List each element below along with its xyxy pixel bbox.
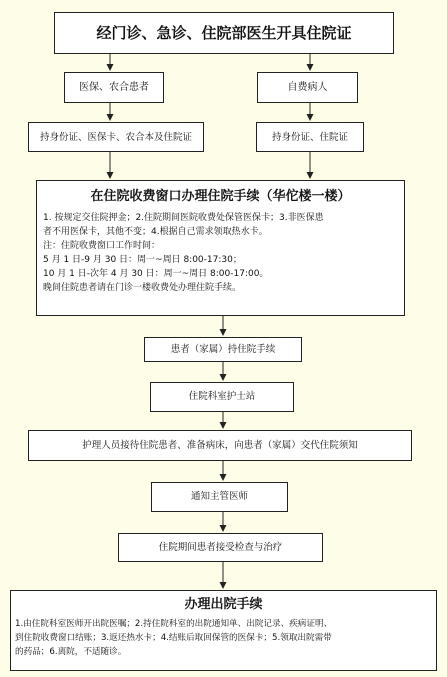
start-title: 经门诊、急诊、住院部医生开具住院证 xyxy=(96,24,352,42)
step-notify-physician xyxy=(151,482,288,512)
admission-heading: 在住院收费窗口办理住院手续（华佗楼一楼） xyxy=(90,189,351,204)
self-pay-docs-label: 持身份证、住院证 xyxy=(271,132,348,143)
insured-patient-label: 医保、农合患者 xyxy=(79,82,149,93)
step-nurse-reception xyxy=(28,430,412,461)
admission-line: 晚间住院患者请在门诊一楼收费处办理住院手续。 xyxy=(43,283,242,293)
discharge-heading: 办理出院手续 xyxy=(184,597,263,612)
discharge-line: 到住院收费窗口结账；3.返还热水卡；4.结账后取回保管的医保卡；5.领取出院需带 xyxy=(15,633,332,643)
insured-docs-box xyxy=(28,122,204,152)
admission-box xyxy=(36,180,405,316)
discharge-line: 1.由住院科室医师开出院医嘱；2.持住院科室的出院通知单、出院记录、疾病证明、 xyxy=(15,619,333,629)
discharge-line: 的药品；6.离院，不适随诊。 xyxy=(15,647,127,657)
discharge-box xyxy=(10,590,437,671)
step-label: 患者（家属）持住院手续 xyxy=(170,344,276,355)
admission-line: 5 月 1 日-9 月 30 日：周一~周日 8:00-17:30； xyxy=(43,255,242,265)
step-label: 住院期间患者接受检查与治疗 xyxy=(158,542,283,553)
admission-line: 10 月 1 日-次年 4 月 30 日：周一~周日 8:00-17:00。 xyxy=(43,269,269,279)
step-hold-procedures xyxy=(144,337,302,362)
self-pay-docs-box xyxy=(256,122,364,152)
discharge-details xyxy=(15,617,434,659)
admission-line: 注：住院收费窗口工作时间： xyxy=(43,241,161,251)
insured-docs-label: 持身份证、医保卡、农合本及住院证 xyxy=(39,132,192,143)
admission-line: 者不用医保卡，其他不变；4.根据自己需求领取热水卡。 xyxy=(43,227,268,237)
admission-details xyxy=(43,211,400,295)
step-label: 住院科室护士站 xyxy=(188,391,256,402)
step-nurse-station xyxy=(150,382,294,412)
self-pay-box xyxy=(257,72,358,103)
step-treatment xyxy=(118,533,323,562)
self-pay-label: 自费病人 xyxy=(287,82,328,93)
step-label: 通知主管医师 xyxy=(190,491,248,502)
step-label: 护理人员接待住院患者、准备病床，向患者（家属）交代住院须知 xyxy=(82,440,358,451)
insured-patient-box xyxy=(64,72,164,103)
start-box xyxy=(54,12,394,54)
admission-line: 1. 按规定交住院押金；2.住院期间医院收费处保管医保卡；3.非医保患 xyxy=(43,213,324,223)
